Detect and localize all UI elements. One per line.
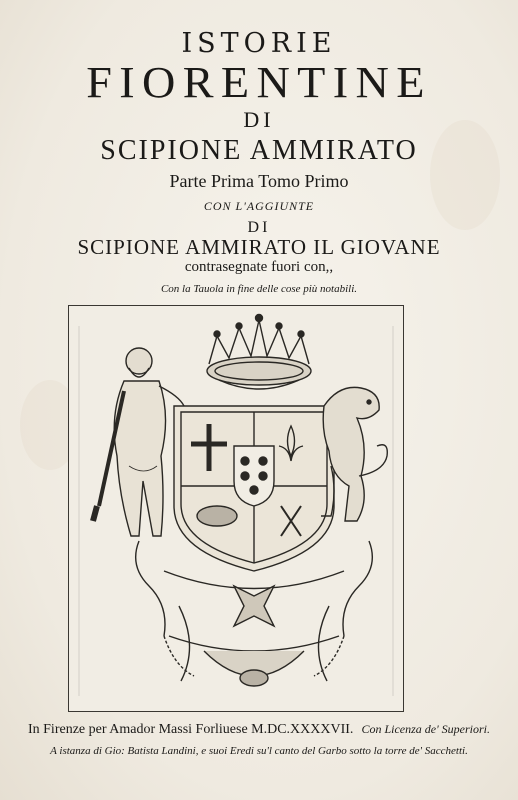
crown-icon bbox=[207, 315, 311, 390]
author-name: SCIPIONE AMMIRATO bbox=[100, 135, 418, 166]
title-line-fiorentine: FIORENTINE bbox=[86, 58, 432, 107]
volume-statement: Parte Prima Tomo Primo bbox=[169, 171, 349, 191]
hercules-figure bbox=[93, 348, 184, 536]
shield-icon bbox=[174, 406, 334, 571]
title-line-di-2: DI bbox=[247, 219, 271, 236]
imprint-line bbox=[0, 722, 518, 738]
coat-of-arms-engraving bbox=[68, 305, 404, 712]
coat-of-arms-illustration bbox=[69, 306, 403, 711]
additions-statement: CON L'AGGIUNTE bbox=[203, 199, 315, 213]
printer-statement: In Firenze per Amador Massi Forliuese M.DC.XXXXVII. bbox=[27, 722, 354, 737]
title-line-istorie: ISTORIE bbox=[181, 28, 337, 59]
markings-note: contrasegnate fuori con,, bbox=[184, 259, 334, 275]
bookseller-statement: A istanza di Gio: Batista Landini, e suoi Eredi su'l canto del Garbo sotto la torre de' Sacchetti. bbox=[50, 745, 468, 757]
title-line-di: DI bbox=[243, 107, 275, 132]
index-note: Con la Tauola in fine delle cose più notabili. bbox=[160, 283, 358, 295]
license-statement: Con Licenza de' Superiori. bbox=[361, 722, 490, 736]
second-author-name: SCIPIONE AMMIRATO IL GIOVANE bbox=[77, 235, 441, 259]
